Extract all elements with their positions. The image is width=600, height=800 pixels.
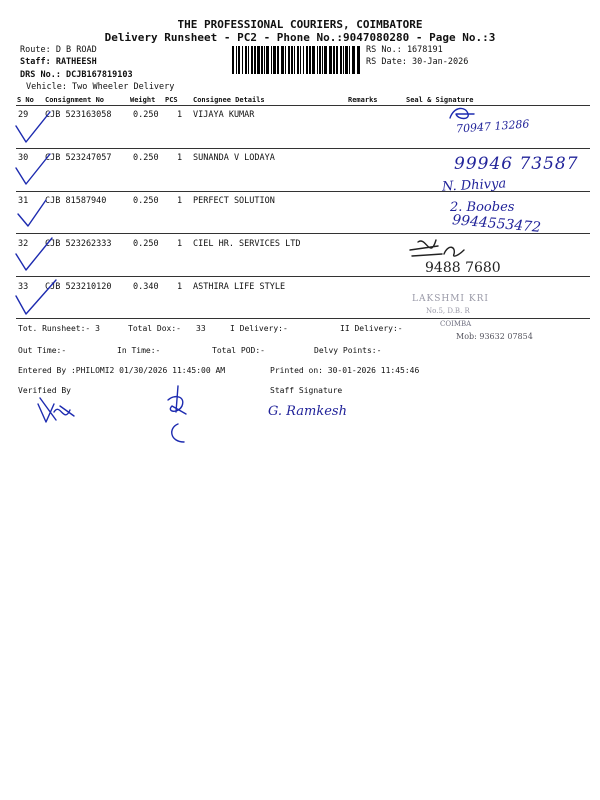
row-weight: 0.340 (133, 282, 159, 292)
row-consignee: PERFECT SOLUTION (193, 196, 275, 206)
handwritten-name-row30: N. Dhivya (441, 176, 507, 195)
barcode-bar (319, 46, 321, 74)
barcode-bar (357, 46, 360, 74)
row-consignment: CJB 523163058 (45, 110, 112, 120)
barcode-bar (285, 46, 286, 74)
row-sno: 32 (18, 239, 29, 249)
company-title: THE PROFESSIONAL COURIERS, COIMBATORE (177, 18, 423, 31)
rs-number: RS No.: 1678191 (366, 45, 443, 55)
barcode-bar (251, 46, 253, 74)
row-weight: 0.250 (133, 153, 159, 163)
barcode-bar (340, 46, 342, 74)
barcode-bar (329, 46, 332, 74)
barcode-bar (254, 46, 256, 74)
barcode-bar (336, 46, 338, 74)
barcode-bar (317, 46, 318, 74)
barcode (232, 46, 362, 74)
barcode-bar (242, 46, 243, 74)
initials-signature (162, 384, 192, 446)
row-consignment: CJB 523262333 (45, 239, 112, 249)
col-seal-signature: Seal & Signature (406, 96, 474, 104)
handwritten-phone-row32: 9488 7680 (425, 260, 501, 276)
barcode-bar (303, 46, 304, 74)
checkmark-icon (14, 110, 54, 146)
verified-by-label: Verified By (18, 386, 71, 395)
barcode-bar (300, 46, 301, 74)
row-consignee: ASTHIRA LIFE STYLE (193, 282, 286, 292)
barcode-bar (294, 46, 295, 74)
staff-label: Staff: RATHEESH (20, 57, 97, 67)
handwritten-phone2-row30: 9944553472 (451, 212, 542, 236)
total-dox-label: Total Dox:- (128, 324, 181, 333)
row-divider (16, 148, 590, 149)
barcode-bar (306, 46, 308, 74)
total-pod: Total POD:- (212, 346, 265, 355)
drs-number: DRS No.: DCJB167819103 (20, 70, 133, 80)
barcode-bar (333, 46, 335, 74)
barcode-bar (345, 46, 348, 74)
barcode-bar (309, 46, 311, 74)
barcode-bar (291, 46, 293, 74)
handwritten-phone-row29: 70947 13286 (455, 117, 530, 136)
barcode-bar (271, 46, 272, 74)
handwritten-note-row30: 2. Boobes (450, 200, 515, 215)
handwritten-staff-sign: G. Ramkesh (268, 404, 347, 419)
printed-on: Printed on: 30-01-2026 11:45:46 (270, 366, 420, 375)
stamp-line-4: Mob: 93632 07854 (456, 332, 533, 341)
barcode-bar (264, 46, 265, 74)
col-consignment: Consignment No (45, 96, 105, 104)
row-consignment: CJB 523210120 (45, 282, 112, 292)
row-sno: 29 (18, 110, 29, 120)
barcode-bar (261, 46, 263, 74)
row-consignee: CIEL HR. SERVICES LTD (193, 239, 301, 249)
barcode-bar (288, 46, 290, 74)
entered-by: Entered By :PHILOMI2 01/30/2026 11:45:00 AM (18, 366, 226, 375)
row-weight: 0.250 (133, 196, 159, 206)
barcode-bar (281, 46, 284, 74)
stamp-line-2: No.5, D.B. R (426, 307, 470, 315)
vehicle-label: Vehicle: Two Wheeler Delivery (26, 82, 175, 92)
row-consignee: VIJAYA KUMAR (193, 110, 255, 120)
rs-date: RS Date: 30-Jan-2026 (366, 57, 469, 67)
signature-row29-scribble (448, 106, 478, 122)
out-time: Out Time:- (18, 346, 67, 355)
staff-signature-label: Staff Signature (270, 386, 343, 395)
barcode-bar (349, 46, 350, 74)
barcode-bar (248, 46, 249, 74)
barcode-bar (343, 46, 344, 74)
table-bottom-rule (16, 318, 590, 319)
row-pcs: 1 (177, 153, 183, 163)
row-weight: 0.250 (133, 239, 159, 249)
barcode-bar (238, 46, 240, 74)
row-sno: 30 (18, 153, 29, 163)
row-pcs: 1 (177, 239, 183, 249)
barcode-bar (257, 46, 260, 74)
barcode-bar (322, 46, 323, 74)
barcode-bar (312, 46, 315, 74)
row-consignment: CJB 523247057 (45, 153, 112, 163)
col-sno: S No (17, 96, 34, 104)
route-label: Route: D B ROAD (20, 45, 97, 55)
row-pcs: 1 (177, 110, 183, 120)
row-pcs: 1 (177, 282, 183, 292)
col-weight: Weight (130, 96, 156, 104)
row-sno: 33 (18, 282, 29, 292)
checkmark-icon (14, 280, 58, 318)
in-time: In Time:- (117, 346, 161, 355)
barcode-bar (232, 46, 234, 74)
barcode-bar (236, 46, 237, 74)
handwritten-phone-row30: 99946 73587 (454, 154, 579, 174)
checkmark-icon (14, 196, 54, 230)
row-divider (16, 233, 590, 234)
col-consignee: Consignee Details (193, 96, 265, 104)
stamp-line-3: COIMBA (440, 320, 472, 328)
checkmark-icon (14, 150, 54, 188)
total-runsheet: Tot. Runsheet:- 3 (18, 324, 100, 333)
verified-by-signature (34, 394, 78, 428)
row-sno: 31 (18, 196, 29, 206)
col-pcs: PCS (165, 96, 178, 104)
barcode-bar (273, 46, 276, 74)
barcode-bar (266, 46, 269, 74)
row-weight: 0.250 (133, 110, 159, 120)
row-consignee: SUNANDA V LODAYA (193, 153, 275, 163)
ii-delivery: II Delivery:- (340, 324, 403, 333)
barcode-bar (245, 46, 247, 74)
col-remarks: Remarks (348, 96, 378, 104)
barcode-bar (297, 46, 299, 74)
row-pcs: 1 (177, 196, 183, 206)
runsheet-subtitle: Delivery Runsheet - PC2 - Phone No.:9047080280 - Page No.:3 (104, 31, 496, 44)
delvy-points: Delvy Points:- (314, 346, 382, 355)
checkmark-icon (14, 238, 54, 274)
total-dox-value: 33 (196, 324, 206, 333)
i-delivery: I Delivery:- (230, 324, 288, 333)
barcode-bar (352, 46, 355, 74)
barcode-bar (324, 46, 327, 74)
stamp-line-1: LAKSHMI KRI (412, 294, 489, 304)
row-divider (16, 276, 590, 277)
barcode-bar (277, 46, 279, 74)
header-rule (16, 105, 590, 106)
row-consignment: CJB 81587940 (45, 196, 107, 206)
signature-row32-scribble (408, 236, 468, 262)
